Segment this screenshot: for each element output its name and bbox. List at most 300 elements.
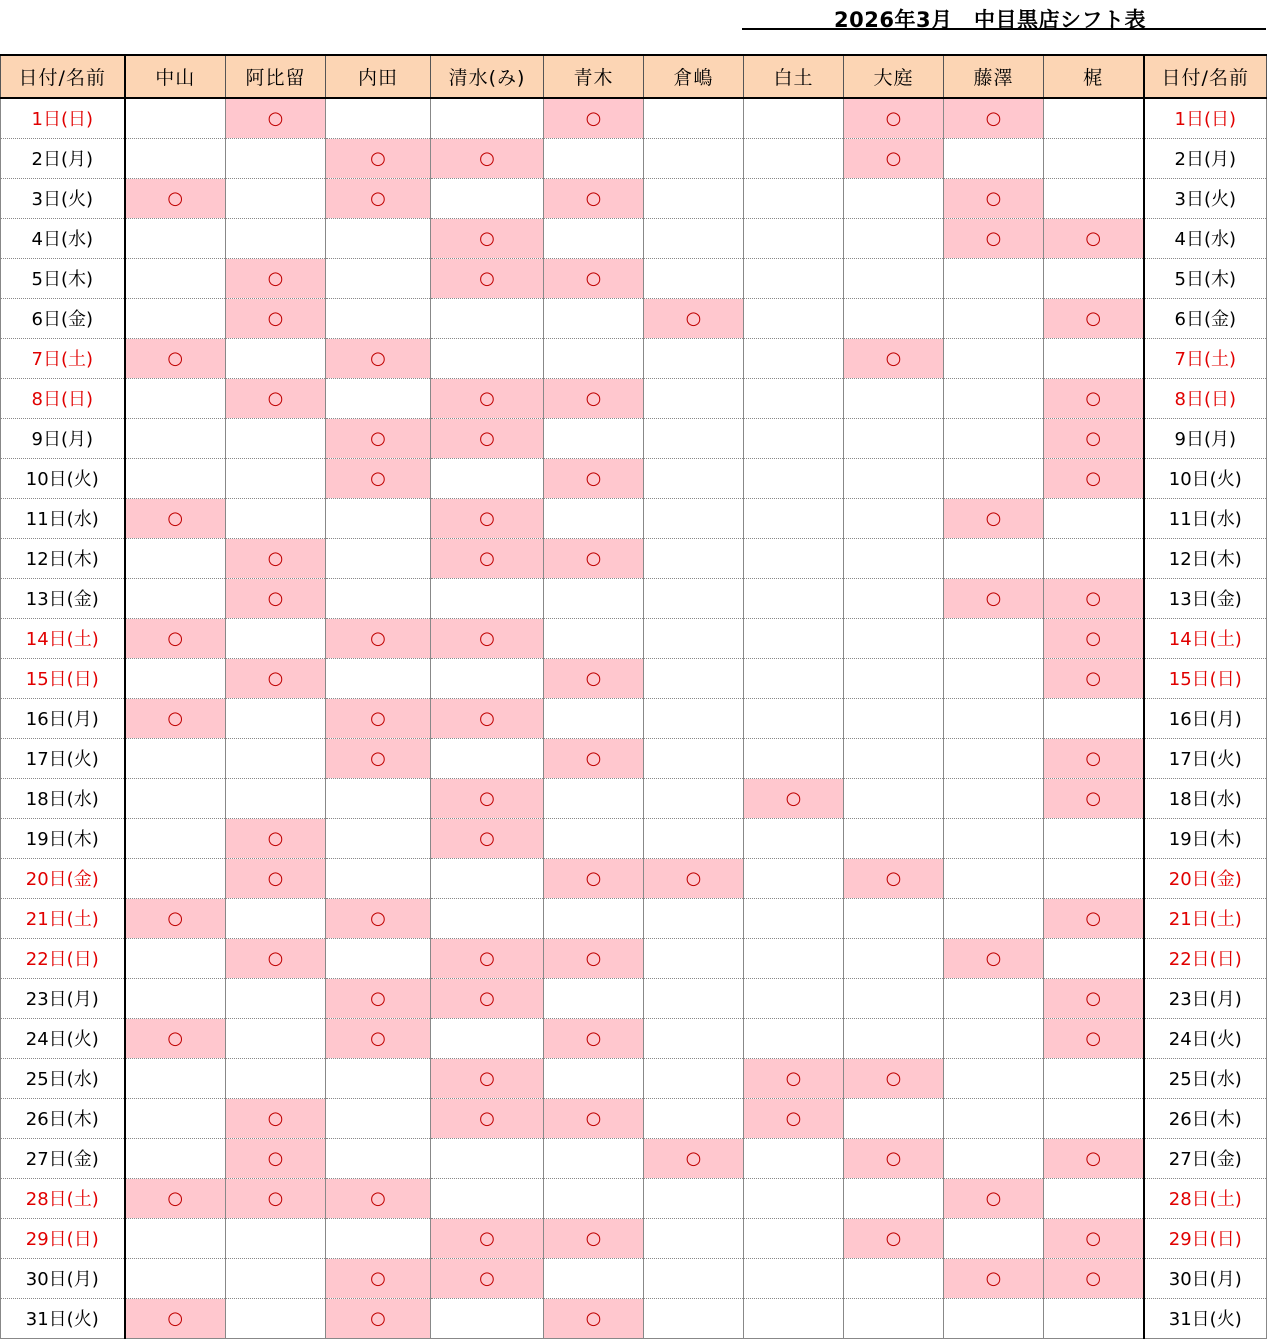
shift-cell-off[interactable]	[226, 778, 326, 818]
shift-cell-off[interactable]	[326, 1098, 431, 1138]
shift-cell-off[interactable]	[844, 618, 944, 658]
shift-cell-on[interactable]: ○	[844, 1218, 944, 1258]
shift-cell-on[interactable]: ○	[544, 858, 644, 898]
shift-cell-on[interactable]: ○	[844, 1058, 944, 1098]
shift-cell-off[interactable]	[744, 258, 844, 298]
shift-cell-off[interactable]	[1044, 498, 1144, 538]
shift-cell-on[interactable]: ○	[744, 1098, 844, 1138]
shift-cell-off[interactable]	[944, 1218, 1044, 1258]
shift-cell-on[interactable]: ○	[226, 1138, 326, 1178]
shift-cell-off[interactable]	[944, 298, 1044, 338]
shift-cell-off[interactable]	[644, 618, 744, 658]
shift-cell-off[interactable]	[326, 538, 431, 578]
shift-cell-off[interactable]	[744, 898, 844, 938]
shift-cell-on[interactable]: ○	[944, 938, 1044, 978]
shift-cell-on[interactable]: ○	[1044, 418, 1144, 458]
shift-cell-off[interactable]	[744, 938, 844, 978]
shift-cell-off[interactable]	[744, 1258, 844, 1298]
shift-cell-off[interactable]	[431, 338, 544, 378]
shift-cell-off[interactable]	[844, 698, 944, 738]
shift-cell-off[interactable]	[431, 858, 544, 898]
shift-cell-on[interactable]: ○	[431, 498, 544, 538]
shift-cell-off[interactable]	[644, 1218, 744, 1258]
shift-cell-off[interactable]	[326, 218, 431, 258]
shift-cell-off[interactable]	[944, 378, 1044, 418]
shift-cell-off[interactable]	[844, 418, 944, 458]
shift-cell-on[interactable]: ○	[326, 1018, 431, 1058]
shift-cell-off[interactable]	[431, 738, 544, 778]
shift-cell-on[interactable]: ○	[326, 418, 431, 458]
shift-cell-off[interactable]	[744, 698, 844, 738]
shift-cell-on[interactable]: ○	[544, 458, 644, 498]
shift-cell-on[interactable]: ○	[544, 538, 644, 578]
shift-cell-off[interactable]	[431, 178, 544, 218]
shift-cell-off[interactable]	[1044, 338, 1144, 378]
shift-cell-off[interactable]	[1044, 698, 1144, 738]
shift-cell-off[interactable]	[226, 618, 326, 658]
shift-cell-off[interactable]	[744, 298, 844, 338]
shift-cell-off[interactable]	[326, 298, 431, 338]
shift-cell-off[interactable]	[544, 1058, 644, 1098]
shift-cell-on[interactable]: ○	[125, 618, 226, 658]
shift-cell-on[interactable]: ○	[544, 1218, 644, 1258]
shift-cell-on[interactable]: ○	[744, 778, 844, 818]
shift-cell-off[interactable]	[431, 1018, 544, 1058]
shift-cell-on[interactable]: ○	[944, 498, 1044, 538]
shift-cell-off[interactable]	[1044, 938, 1144, 978]
shift-cell-off[interactable]	[431, 1298, 544, 1338]
shift-cell-on[interactable]: ○	[544, 1298, 644, 1338]
shift-cell-off[interactable]	[226, 498, 326, 538]
shift-cell-on[interactable]: ○	[326, 698, 431, 738]
shift-cell-off[interactable]	[125, 258, 226, 298]
shift-cell-off[interactable]	[326, 778, 431, 818]
shift-cell-on[interactable]: ○	[226, 1178, 326, 1218]
shift-cell-on[interactable]: ○	[944, 578, 1044, 618]
shift-cell-off[interactable]	[944, 618, 1044, 658]
shift-cell-off[interactable]	[226, 338, 326, 378]
shift-cell-off[interactable]	[744, 98, 844, 138]
shift-cell-on[interactable]: ○	[1044, 658, 1144, 698]
shift-cell-on[interactable]: ○	[1044, 298, 1144, 338]
shift-cell-off[interactable]	[1044, 538, 1144, 578]
shift-cell-off[interactable]	[544, 1178, 644, 1218]
shift-cell-off[interactable]	[944, 1138, 1044, 1178]
shift-cell-on[interactable]: ○	[326, 898, 431, 938]
shift-cell-on[interactable]: ○	[431, 938, 544, 978]
shift-cell-off[interactable]	[944, 858, 1044, 898]
shift-cell-off[interactable]	[326, 658, 431, 698]
shift-cell-on[interactable]: ○	[226, 298, 326, 338]
shift-cell-off[interactable]	[844, 258, 944, 298]
shift-cell-on[interactable]: ○	[431, 1098, 544, 1138]
shift-cell-off[interactable]	[744, 1178, 844, 1218]
shift-cell-off[interactable]	[226, 1218, 326, 1258]
shift-cell-off[interactable]	[844, 938, 944, 978]
shift-cell-off[interactable]	[844, 218, 944, 258]
shift-cell-on[interactable]: ○	[544, 258, 644, 298]
shift-cell-off[interactable]	[944, 1058, 1044, 1098]
shift-cell-on[interactable]: ○	[1044, 898, 1144, 938]
shift-cell-off[interactable]	[944, 458, 1044, 498]
shift-cell-on[interactable]: ○	[226, 538, 326, 578]
shift-cell-on[interactable]: ○	[1044, 978, 1144, 1018]
shift-cell-on[interactable]: ○	[1044, 218, 1144, 258]
shift-cell-off[interactable]	[544, 498, 644, 538]
shift-cell-on[interactable]: ○	[226, 858, 326, 898]
shift-cell-off[interactable]	[226, 1018, 326, 1058]
shift-cell-off[interactable]	[744, 1298, 844, 1338]
shift-cell-on[interactable]: ○	[125, 898, 226, 938]
shift-cell-on[interactable]: ○	[644, 1138, 744, 1178]
shift-cell-off[interactable]	[544, 218, 644, 258]
shift-cell-off[interactable]	[944, 1298, 1044, 1338]
shift-cell-on[interactable]: ○	[326, 338, 431, 378]
shift-cell-on[interactable]: ○	[125, 498, 226, 538]
shift-cell-on[interactable]: ○	[1044, 618, 1144, 658]
shift-cell-off[interactable]	[544, 898, 644, 938]
shift-cell-on[interactable]: ○	[544, 1098, 644, 1138]
shift-cell-on[interactable]: ○	[431, 538, 544, 578]
shift-cell-on[interactable]: ○	[226, 658, 326, 698]
shift-cell-on[interactable]: ○	[125, 1298, 226, 1338]
shift-cell-off[interactable]	[744, 578, 844, 618]
shift-cell-off[interactable]	[844, 1098, 944, 1138]
shift-cell-on[interactable]: ○	[326, 138, 431, 178]
shift-cell-on[interactable]: ○	[326, 458, 431, 498]
shift-cell-off[interactable]	[844, 1178, 944, 1218]
shift-cell-off[interactable]	[644, 538, 744, 578]
shift-cell-on[interactable]: ○	[226, 938, 326, 978]
shift-cell-off[interactable]	[644, 818, 744, 858]
shift-cell-on[interactable]: ○	[125, 1178, 226, 1218]
shift-cell-on[interactable]: ○	[1044, 1218, 1144, 1258]
shift-cell-off[interactable]	[125, 738, 226, 778]
shift-cell-off[interactable]	[125, 1138, 226, 1178]
shift-cell-on[interactable]: ○	[326, 1298, 431, 1338]
shift-cell-on[interactable]: ○	[431, 978, 544, 1018]
shift-cell-on[interactable]: ○	[644, 858, 744, 898]
shift-cell-off[interactable]	[326, 1058, 431, 1098]
shift-cell-on[interactable]: ○	[431, 818, 544, 858]
shift-cell-off[interactable]	[644, 1098, 744, 1138]
shift-cell-off[interactable]	[125, 858, 226, 898]
shift-cell-off[interactable]	[431, 658, 544, 698]
shift-cell-off[interactable]	[544, 338, 644, 378]
shift-cell-off[interactable]	[226, 418, 326, 458]
shift-cell-off[interactable]	[1044, 1098, 1144, 1138]
shift-cell-off[interactable]	[844, 658, 944, 698]
shift-cell-off[interactable]	[226, 218, 326, 258]
shift-cell-off[interactable]	[125, 1098, 226, 1138]
shift-cell-off[interactable]	[644, 698, 744, 738]
shift-cell-off[interactable]	[744, 378, 844, 418]
shift-cell-on[interactable]: ○	[1044, 1138, 1144, 1178]
shift-cell-off[interactable]	[644, 1018, 744, 1058]
shift-cell-on[interactable]: ○	[544, 178, 644, 218]
shift-cell-on[interactable]: ○	[844, 98, 944, 138]
shift-cell-off[interactable]	[644, 258, 744, 298]
shift-cell-off[interactable]	[644, 578, 744, 618]
shift-cell-off[interactable]	[644, 1258, 744, 1298]
shift-cell-on[interactable]: ○	[326, 1258, 431, 1298]
shift-cell-on[interactable]: ○	[744, 1058, 844, 1098]
shift-cell-off[interactable]	[226, 1298, 326, 1338]
shift-cell-on[interactable]: ○	[431, 618, 544, 658]
shift-cell-off[interactable]	[1044, 1058, 1144, 1098]
shift-cell-off[interactable]	[644, 658, 744, 698]
shift-cell-off[interactable]	[125, 778, 226, 818]
shift-cell-off[interactable]	[644, 98, 744, 138]
shift-cell-off[interactable]	[226, 178, 326, 218]
shift-cell-off[interactable]	[744, 818, 844, 858]
shift-cell-off[interactable]	[944, 818, 1044, 858]
shift-cell-off[interactable]	[1044, 1298, 1144, 1338]
shift-cell-on[interactable]: ○	[431, 1258, 544, 1298]
shift-cell-off[interactable]	[944, 1018, 1044, 1058]
shift-cell-off[interactable]	[125, 1058, 226, 1098]
shift-cell-off[interactable]	[644, 1298, 744, 1338]
shift-cell-off[interactable]	[226, 738, 326, 778]
shift-cell-off[interactable]	[644, 338, 744, 378]
shift-cell-off[interactable]	[125, 538, 226, 578]
shift-cell-on[interactable]: ○	[125, 698, 226, 738]
shift-cell-off[interactable]	[744, 218, 844, 258]
shift-cell-on[interactable]: ○	[226, 258, 326, 298]
shift-cell-on[interactable]: ○	[844, 338, 944, 378]
shift-cell-on[interactable]: ○	[944, 98, 1044, 138]
shift-cell-off[interactable]	[544, 698, 644, 738]
shift-cell-off[interactable]	[125, 578, 226, 618]
shift-cell-off[interactable]	[644, 978, 744, 1018]
shift-cell-off[interactable]	[644, 138, 744, 178]
shift-cell-off[interactable]	[431, 458, 544, 498]
shift-cell-off[interactable]	[944, 1098, 1044, 1138]
shift-cell-off[interactable]	[326, 938, 431, 978]
shift-cell-on[interactable]: ○	[431, 138, 544, 178]
shift-cell-off[interactable]	[326, 578, 431, 618]
shift-cell-on[interactable]: ○	[1044, 378, 1144, 418]
shift-cell-on[interactable]: ○	[431, 778, 544, 818]
shift-cell-on[interactable]: ○	[544, 658, 644, 698]
shift-cell-off[interactable]	[544, 618, 644, 658]
shift-cell-off[interactable]	[844, 538, 944, 578]
shift-cell-off[interactable]	[226, 1258, 326, 1298]
shift-cell-off[interactable]	[644, 178, 744, 218]
shift-cell-off[interactable]	[125, 938, 226, 978]
shift-cell-off[interactable]	[844, 818, 944, 858]
shift-cell-off[interactable]	[125, 418, 226, 458]
shift-cell-off[interactable]	[744, 858, 844, 898]
shift-cell-off[interactable]	[125, 458, 226, 498]
shift-cell-off[interactable]	[1044, 1178, 1144, 1218]
shift-cell-off[interactable]	[644, 938, 744, 978]
shift-cell-off[interactable]	[226, 138, 326, 178]
shift-cell-off[interactable]	[431, 1178, 544, 1218]
shift-cell-off[interactable]	[744, 658, 844, 698]
shift-cell-off[interactable]	[1044, 98, 1144, 138]
shift-cell-on[interactable]: ○	[544, 98, 644, 138]
shift-cell-off[interactable]	[844, 778, 944, 818]
shift-cell-off[interactable]	[125, 818, 226, 858]
shift-cell-on[interactable]: ○	[944, 178, 1044, 218]
shift-cell-off[interactable]	[1044, 258, 1144, 298]
shift-cell-on[interactable]: ○	[1044, 578, 1144, 618]
shift-cell-on[interactable]: ○	[544, 378, 644, 418]
shift-cell-on[interactable]: ○	[125, 1018, 226, 1058]
shift-cell-on[interactable]: ○	[1044, 1258, 1144, 1298]
shift-cell-off[interactable]	[544, 418, 644, 458]
shift-cell-off[interactable]	[326, 818, 431, 858]
shift-cell-on[interactable]: ○	[431, 378, 544, 418]
shift-cell-off[interactable]	[844, 1298, 944, 1338]
shift-cell-off[interactable]	[744, 978, 844, 1018]
shift-cell-off[interactable]	[326, 858, 431, 898]
shift-cell-off[interactable]	[644, 498, 744, 538]
shift-cell-off[interactable]	[544, 578, 644, 618]
shift-cell-off[interactable]	[844, 738, 944, 778]
shift-cell-off[interactable]	[644, 218, 744, 258]
shift-cell-off[interactable]	[744, 738, 844, 778]
shift-cell-off[interactable]	[544, 138, 644, 178]
shift-cell-off[interactable]	[544, 778, 644, 818]
shift-cell-on[interactable]: ○	[326, 978, 431, 1018]
shift-cell-on[interactable]: ○	[226, 98, 326, 138]
shift-cell-off[interactable]	[744, 458, 844, 498]
shift-cell-on[interactable]: ○	[1044, 1018, 1144, 1058]
shift-cell-on[interactable]: ○	[431, 1218, 544, 1258]
shift-cell-off[interactable]	[1044, 858, 1144, 898]
shift-cell-on[interactable]: ○	[431, 258, 544, 298]
shift-cell-off[interactable]	[744, 338, 844, 378]
shift-cell-on[interactable]: ○	[226, 578, 326, 618]
shift-cell-off[interactable]	[125, 298, 226, 338]
shift-cell-on[interactable]: ○	[644, 298, 744, 338]
shift-cell-on[interactable]: ○	[226, 1098, 326, 1138]
shift-cell-off[interactable]	[844, 498, 944, 538]
shift-cell-on[interactable]: ○	[326, 738, 431, 778]
shift-cell-off[interactable]	[125, 218, 226, 258]
shift-cell-off[interactable]	[431, 298, 544, 338]
shift-cell-off[interactable]	[544, 1258, 644, 1298]
shift-cell-on[interactable]: ○	[226, 818, 326, 858]
shift-cell-off[interactable]	[644, 458, 744, 498]
shift-cell-off[interactable]	[944, 338, 1044, 378]
shift-cell-off[interactable]	[431, 578, 544, 618]
shift-cell-off[interactable]	[326, 498, 431, 538]
shift-cell-off[interactable]	[644, 898, 744, 938]
shift-cell-off[interactable]	[944, 738, 1044, 778]
shift-cell-off[interactable]	[326, 1138, 431, 1178]
shift-cell-off[interactable]	[431, 1138, 544, 1178]
shift-cell-off[interactable]	[944, 538, 1044, 578]
shift-cell-on[interactable]: ○	[1044, 458, 1144, 498]
shift-cell-on[interactable]: ○	[431, 418, 544, 458]
shift-cell-on[interactable]: ○	[326, 1178, 431, 1218]
shift-cell-on[interactable]: ○	[431, 698, 544, 738]
shift-cell-on[interactable]: ○	[844, 138, 944, 178]
shift-cell-on[interactable]: ○	[326, 178, 431, 218]
shift-cell-off[interactable]	[844, 178, 944, 218]
shift-cell-off[interactable]	[744, 178, 844, 218]
shift-cell-on[interactable]: ○	[125, 338, 226, 378]
shift-cell-off[interactable]	[226, 978, 326, 1018]
shift-cell-off[interactable]	[944, 658, 1044, 698]
shift-cell-on[interactable]: ○	[431, 1058, 544, 1098]
shift-cell-on[interactable]: ○	[544, 738, 644, 778]
shift-cell-on[interactable]: ○	[125, 178, 226, 218]
shift-cell-on[interactable]: ○	[326, 618, 431, 658]
shift-cell-off[interactable]	[125, 978, 226, 1018]
shift-cell-off[interactable]	[744, 538, 844, 578]
shift-cell-off[interactable]	[844, 578, 944, 618]
shift-cell-off[interactable]	[944, 898, 1044, 938]
shift-cell-off[interactable]	[431, 98, 544, 138]
shift-cell-off[interactable]	[944, 698, 1044, 738]
shift-cell-off[interactable]	[326, 258, 431, 298]
shift-cell-off[interactable]	[944, 138, 1044, 178]
shift-cell-off[interactable]	[744, 138, 844, 178]
shift-cell-off[interactable]	[844, 1258, 944, 1298]
shift-cell-off[interactable]	[644, 778, 744, 818]
shift-cell-off[interactable]	[125, 1258, 226, 1298]
shift-cell-on[interactable]: ○	[944, 218, 1044, 258]
shift-cell-on[interactable]: ○	[944, 1258, 1044, 1298]
shift-cell-off[interactable]	[944, 978, 1044, 1018]
shift-cell-off[interactable]	[544, 298, 644, 338]
shift-cell-off[interactable]	[644, 738, 744, 778]
shift-cell-off[interactable]	[844, 978, 944, 1018]
shift-cell-off[interactable]	[744, 498, 844, 538]
shift-cell-off[interactable]	[226, 1058, 326, 1098]
shift-cell-off[interactable]	[125, 138, 226, 178]
shift-cell-off[interactable]	[431, 898, 544, 938]
shift-cell-off[interactable]	[1044, 138, 1144, 178]
shift-cell-off[interactable]	[125, 1218, 226, 1258]
shift-cell-off[interactable]	[844, 1018, 944, 1058]
shift-cell-off[interactable]	[744, 618, 844, 658]
shift-cell-off[interactable]	[226, 898, 326, 938]
shift-cell-off[interactable]	[226, 458, 326, 498]
shift-cell-off[interactable]	[326, 378, 431, 418]
shift-cell-on[interactable]: ○	[544, 1018, 644, 1058]
shift-cell-off[interactable]	[844, 458, 944, 498]
shift-cell-off[interactable]	[744, 1138, 844, 1178]
shift-cell-off[interactable]	[125, 98, 226, 138]
shift-cell-off[interactable]	[544, 818, 644, 858]
shift-cell-off[interactable]	[744, 1218, 844, 1258]
shift-cell-off[interactable]	[744, 1018, 844, 1058]
shift-cell-off[interactable]	[744, 418, 844, 458]
shift-cell-on[interactable]: ○	[1044, 778, 1144, 818]
shift-cell-off[interactable]	[226, 698, 326, 738]
shift-cell-on[interactable]: ○	[544, 938, 644, 978]
shift-cell-off[interactable]	[544, 1138, 644, 1178]
shift-cell-off[interactable]	[644, 1178, 744, 1218]
shift-cell-on[interactable]: ○	[844, 1138, 944, 1178]
shift-cell-off[interactable]	[944, 418, 1044, 458]
shift-cell-off[interactable]	[844, 378, 944, 418]
shift-cell-off[interactable]	[1044, 818, 1144, 858]
shift-cell-off[interactable]	[944, 778, 1044, 818]
shift-cell-on[interactable]: ○	[431, 218, 544, 258]
shift-cell-off[interactable]	[544, 978, 644, 1018]
shift-cell-off[interactable]	[644, 1058, 744, 1098]
shift-cell-off[interactable]	[944, 258, 1044, 298]
shift-cell-off[interactable]	[1044, 178, 1144, 218]
shift-cell-on[interactable]: ○	[944, 1178, 1044, 1218]
shift-cell-on[interactable]: ○	[226, 378, 326, 418]
